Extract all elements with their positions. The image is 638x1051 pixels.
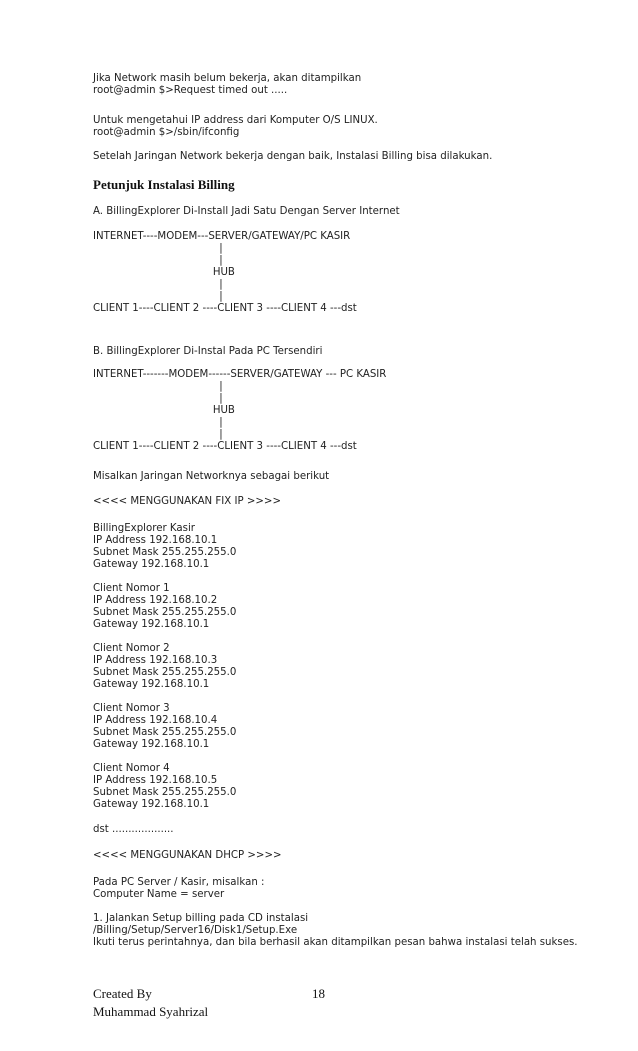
host-name: Client Nomor 4 [93, 763, 170, 774]
diagram-b-line-3: | [93, 393, 223, 404]
dhcp-heading: <<<< MENGGUNAKAN DHCP >>>> [93, 850, 282, 861]
host-name: BillingExplorer Kasir [93, 523, 195, 534]
diagram-a-line-2: | [93, 243, 223, 254]
setup-step-text [93, 913, 578, 949]
billing-ready-text: Setelah Jaringan Network bekerja dengan baik, Instalasi Billing bisa dilakukan. [93, 151, 493, 162]
network-error-line-1: Jika Network masih belum bekerja, akan ditampilkan [93, 73, 362, 84]
host-ip: IP Address 192.168.10.2 [93, 595, 218, 606]
fix-ip-heading: <<<< MENGGUNAKAN FIX IP >>>> [93, 496, 282, 507]
host-ip: IP Address 192.168.10.4 [93, 715, 218, 726]
host-gateway: Gateway 192.168.10.1 [93, 559, 210, 570]
option-b-diagram [93, 369, 386, 453]
section-heading: Petunjuk Instalasi Billing [93, 177, 235, 192]
option-b-title: B. BillingExplorer Di-Instal Pada PC Tersendiri [93, 346, 323, 357]
host-gateway: Gateway 192.168.10.1 [93, 619, 210, 630]
ifconfig-text [93, 115, 378, 139]
host-block [93, 763, 236, 811]
dhcp-server-line-2: Computer Name = server [93, 889, 225, 900]
host-block [93, 523, 236, 571]
diagram-a-line-1: INTERNET----MODEM---SERVER/GATEWAY/PC KASIR [93, 231, 351, 242]
host-subnet: Subnet Mask 255.255.255.0 [93, 727, 237, 738]
host-ip: IP Address 192.168.10.5 [93, 775, 218, 786]
diagram-b-line-6: | [93, 429, 223, 440]
footer-author [93, 985, 208, 1021]
setup-step-line-1: 1. Jalankan Setup billing pada CD instalasi [93, 913, 309, 924]
diagram-a-line-5: | [93, 279, 223, 290]
host-subnet: Subnet Mask 255.255.255.0 [93, 607, 237, 618]
host-gateway: Gateway 192.168.10.1 [93, 679, 210, 690]
ifconfig-line-2: root@admin $>/sbin/ifconfig [93, 127, 240, 138]
host-ip: IP Address 192.168.10.1 [93, 535, 218, 546]
diagram-b-line-5: | [93, 417, 223, 428]
host-block [93, 703, 236, 751]
host-subnet: Subnet Mask 255.255.255.0 [93, 667, 237, 678]
option-a-diagram [93, 231, 357, 315]
network-error-text [93, 73, 361, 97]
host-subnet: Subnet Mask 255.255.255.0 [93, 787, 237, 798]
dhcp-server-text [93, 877, 264, 901]
setup-step-line-2: /Billing/Setup/Server16/Disk1/Setup.Exe [93, 925, 298, 936]
diagram-b-line-1: INTERNET-------MODEM------SERVER/GATEWAY --- PC KASIR [93, 369, 387, 380]
diagram-b-line-7: CLIENT 1----CLIENT 2 ----CLIENT 3 ----CLIENT 4 ---dst [93, 441, 357, 452]
host-name: Client Nomor 3 [93, 703, 170, 714]
diagram-b-line-4: HUB [93, 405, 235, 416]
page-number: 18 [312, 986, 325, 1001]
dhcp-server-line-1: Pada PC Server / Kasir, misalkan : [93, 877, 265, 888]
diagram-a-line-4: HUB [93, 267, 235, 278]
diagram-b-line-2: | [93, 381, 223, 392]
network-error-line-2: root@admin $>Request timed out ..... [93, 85, 288, 96]
host-block [93, 583, 236, 631]
host-gateway: Gateway 192.168.10.1 [93, 739, 210, 750]
host-name: Client Nomor 2 [93, 643, 170, 654]
diagram-a-line-7: CLIENT 1----CLIENT 2 ----CLIENT 3 ----CLIENT 4 ---dst [93, 303, 357, 314]
dst-text: dst ................... [93, 824, 174, 835]
diagram-a-line-3: | [93, 255, 223, 266]
host-gateway: Gateway 192.168.10.1 [93, 799, 210, 810]
network-example-text: Misalkan Jaringan Networknya sebagai berikut [93, 471, 330, 482]
host-block [93, 643, 236, 691]
host-subnet: Subnet Mask 255.255.255.0 [93, 547, 237, 558]
host-name: Client Nomor 1 [93, 583, 170, 594]
option-a-title: A. BillingExplorer Di-Install Jadi Satu Dengan Server Internet [93, 206, 400, 217]
ifconfig-line-1: Untuk mengetahui IP address dari Komputer O/S LINUX. [93, 115, 378, 126]
host-ip: IP Address 192.168.10.3 [93, 655, 218, 666]
setup-step-line-3: Ikuti terus perintahnya, dan bila berhasil akan ditampilkan pesan bahwa instalasi telah sukses. [93, 937, 578, 948]
footer-author-line-2: Muhammad Syahrizal [93, 1004, 209, 1019]
footer-author-line-1: Created By [93, 986, 152, 1001]
diagram-a-line-6: | [93, 291, 223, 302]
